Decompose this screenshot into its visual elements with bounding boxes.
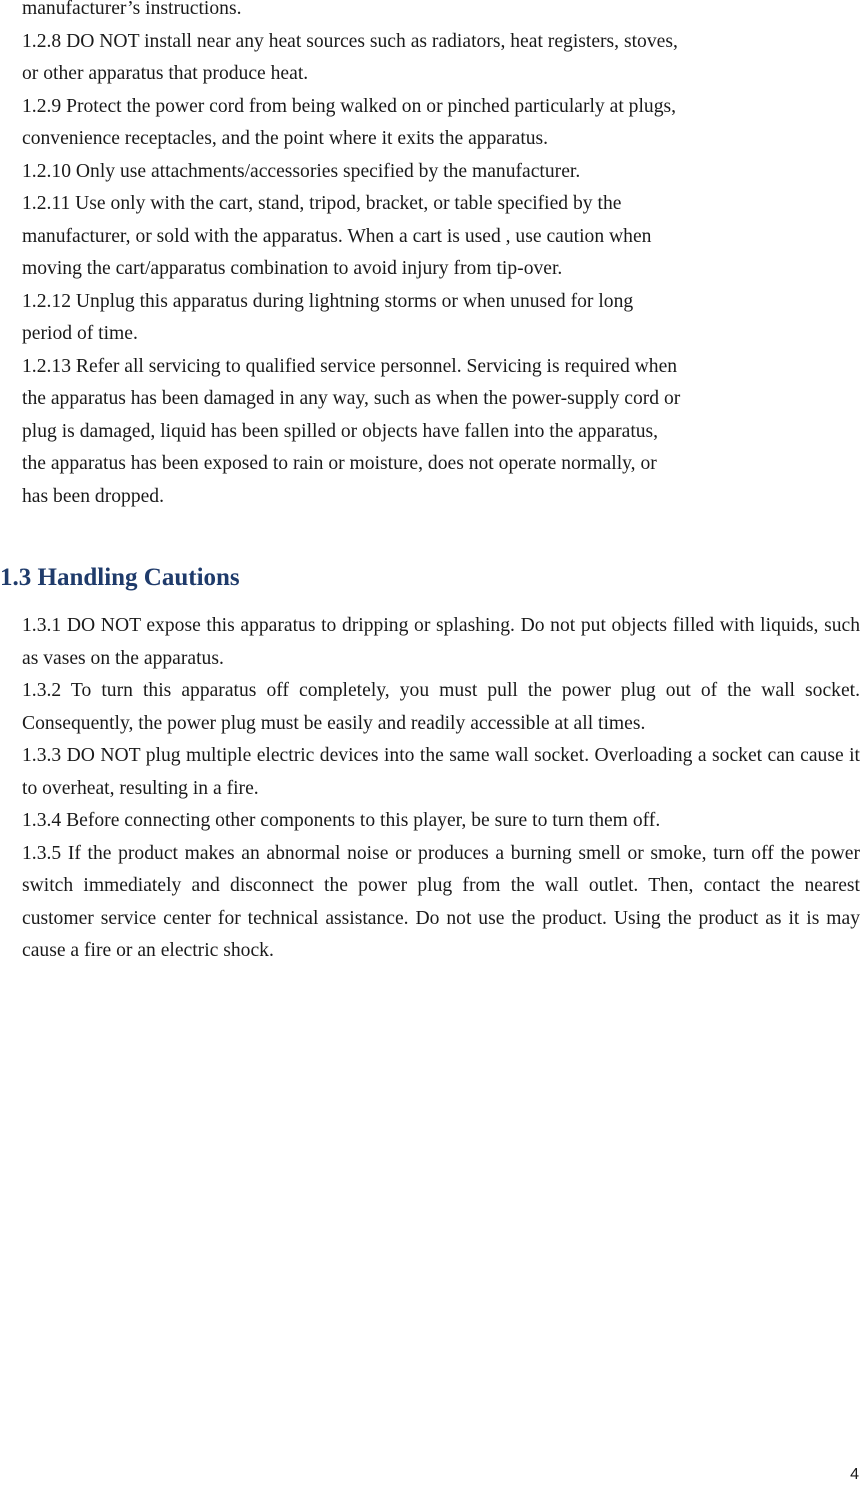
text-line: plug is damaged, liquid has been spilled or objects have fallen into the apparatus, bbox=[22, 420, 659, 442]
caution-item: 1.3.5 If the product makes an abnormal noise or produces a burning smell or smoke, turn off the power switch immediately and disconnect the power plug from the wall outlet. Then, contact the nearest customer service center for technical assistance. Do not use the product. Using the product as it is may cause a fire or an electric shock. bbox=[22, 842, 860, 961]
text-line: 1.2.8 DO NOT install near any heat sources such as radiators, heat registers, stoves, bbox=[22, 30, 678, 52]
text-line: 1.2.9 Protect the power cord from being walked on or pinched particularly at plugs, bbox=[22, 95, 677, 117]
caution-item: 1.3.1 DO NOT expose this apparatus to dripping or splashing. Do not put objects filled with liquids, such as vases on the apparatus. bbox=[22, 615, 860, 669]
text-line: 1.2.10 Only use attachments/accessories specified by the manufacturer. bbox=[22, 160, 581, 182]
safety-instructions-continued bbox=[22, 0, 860, 513]
text-line: 1.2.12 Unplug this apparatus during lightning storms or when unused for long bbox=[22, 290, 634, 312]
page-number: 4 bbox=[850, 1466, 859, 1483]
text-line: the apparatus has been damaged in any way, such as when the power-supply cord or bbox=[22, 388, 681, 409]
caution-item: 1.3.2 To turn this apparatus off completely, you must pull the power plug out of the wall socket. Consequently, the power plug must be easily and readily accessible at all times. bbox=[22, 680, 860, 734]
text-line: manufacturer’s instructions. bbox=[22, 0, 242, 19]
caution-item: 1.3.3 DO NOT plug multiple electric devices into the same wall socket. Overloading a socket can cause it to overheat, resulting in a fire. bbox=[22, 745, 860, 799]
caution-item: 1.3.4 Before connecting other components to this player, be sure to turn them off. bbox=[22, 810, 661, 831]
text-line: period of time. bbox=[22, 323, 138, 344]
text-line: 1.2.11 Use only with the cart, stand, tripod, bracket, or table specified by the bbox=[22, 193, 622, 214]
text-line: has been dropped. bbox=[22, 485, 165, 507]
text-line: manufacturer, or sold with the apparatus. When a cart is used , use caution when bbox=[22, 225, 652, 247]
text-line: the apparatus has been exposed to rain or moisture, does not operate normally, or bbox=[22, 453, 657, 474]
section-heading: 1.3 Handling Cautions bbox=[0, 564, 240, 591]
text-line: 1.2.13 Refer all servicing to qualified service personnel. Servicing is required when bbox=[22, 355, 678, 377]
text-line: or other apparatus that produce heat. bbox=[22, 63, 309, 84]
handling-cautions-list bbox=[22, 610, 860, 968]
text-line: convenience receptacles, and the point where it exits the apparatus. bbox=[22, 128, 549, 149]
text-line: moving the cart/apparatus combination to avoid injury from tip-over. bbox=[22, 258, 563, 279]
